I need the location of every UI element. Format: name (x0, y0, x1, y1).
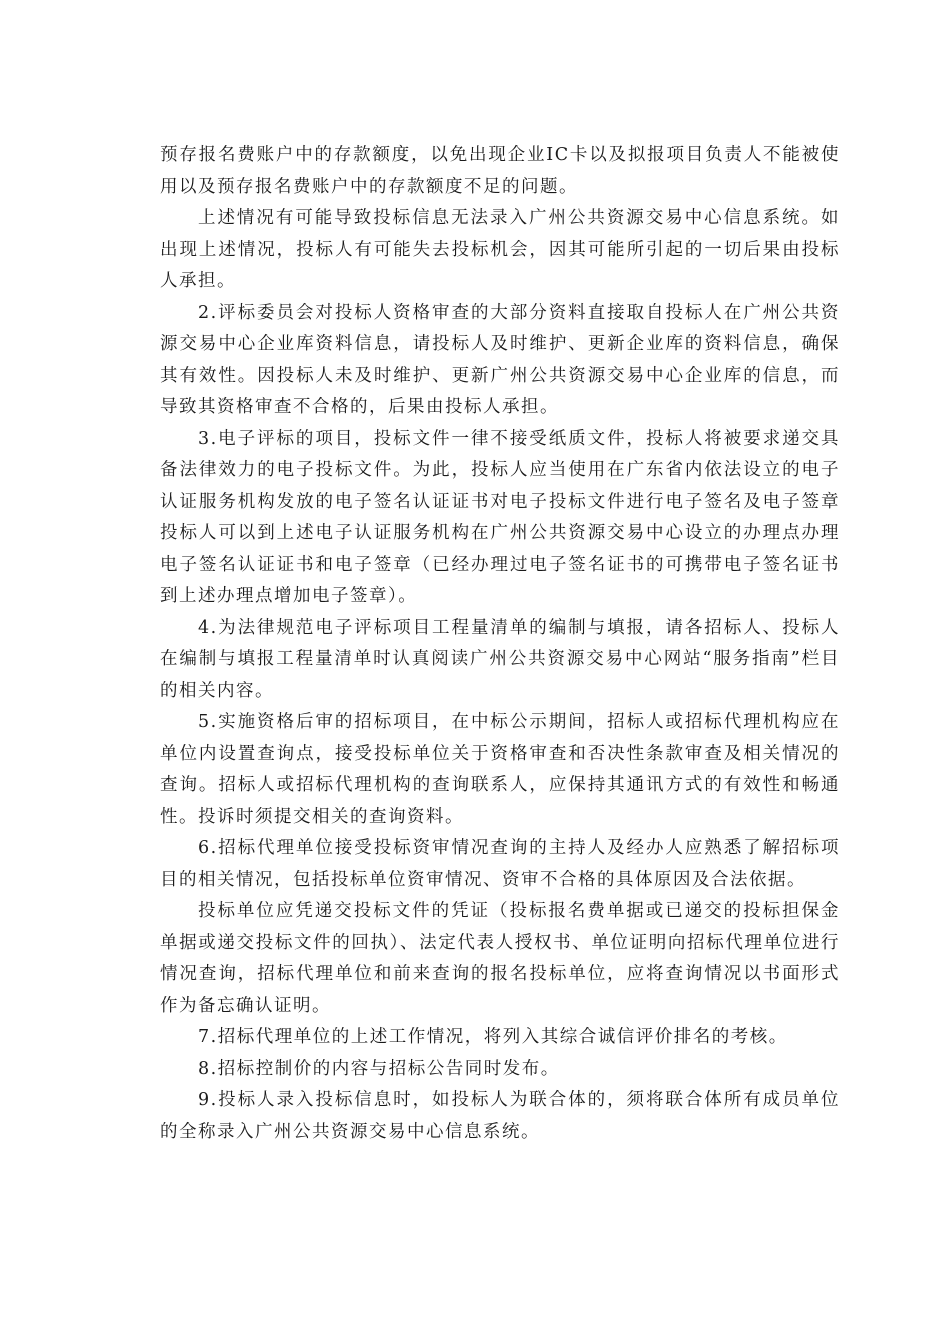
paragraph-4: 3.电子评标的项目，投标文件一律不接受纸质文件，投标人将被要求递交具备法律效力的电子投标文件。为此，投标人应当使用在广东省内依法设立的电子认证服务机构发放的电子签名认证证书对电子投标文件进行电子签名及电子签章投标人可以到上述电子认证服务机构在广州公共资源交易中心设立的办理点办理电子签名认证证书和电子签章（已经办理过电子签名证书的可携带电子签名证书到上述办理点增加电子签章）。 (160, 428, 840, 606)
paragraph-5: 4.为法律规范电子评标项目工程量清单的编制与填报，请各招标人、投标人在编制与填报工程量清单时认真阅读广州公共资源交易中心网站“服务指南”栏目的相关内容。 (160, 617, 840, 701)
paragraph-1: 预存报名费账户中的存款额度，以免出现企业IC卡以及拟报项目负责人不能被使用以及预存报名费账户中的存款额度不足的问题。 (160, 145, 840, 197)
paragraph-10: 8.招标控制价的内容与招标公告同时发布。 (198, 1058, 560, 1079)
paragraph-8: 投标单位应凭递交投标文件的凭证（投标报名费单据或已递交的投标担保金单据或递交投标文件的回执）、法定代表人授权书、单位证明向招标代理单位进行情况查询，招标代理单位和前来查询的报名投标单位，应将查询情况以书面形式作为备忘确认证明。 (160, 901, 840, 1016)
paragraph-3: 2.评标委员会对投标人资格审查的大部分资料直接取自投标人在广州公共资源交易中心企业库资料信息，请投标人及时维护、更新企业库的资料信息，确保其有效性。因投标人未及时维护、更新广州公共资源交易中心企业库的信息，而导致其资格审查不合格的，后果由投标人承担。 (160, 302, 840, 417)
paragraph-2: 上述情况有可能导致投标信息无法录入广州公共资源交易中心信息系统。如出现上述情况，投标人有可能失去投标机会，因其可能所引起的一切后果由投标人承担。 (160, 208, 840, 291)
paragraph-7: 6.招标代理单位接受投标资审情况查询的主持人及经办人应熟悉了解招标项目的相关情况，包括投标单位资审情况、资审不合格的具体原因及合法依据。 (160, 838, 840, 890)
paragraph-6: 5.实施资格后审的招标项目，在中标公示期间，招标人或招标代理机构应在单位内设置查询点，接受投标单位关于资格审查和否决性条款审查及相关情况的查询。招标人或招标代理机构的查询联系人，应保持其通讯方式的有效性和畅通性。投诉时须提交相关的查询资料。 (160, 712, 840, 827)
paragraph-9: 7.招标代理单位的上述工作情况，将列入其综合诚信评价排名的考核。 (198, 1027, 788, 1047)
paragraph-11: 9.投标人录入投标信息时，如投标人为联合体的，须将联合体所有成员单位的全称录入广州公共资源交易中心信息系统。 (160, 1090, 840, 1142)
document-page (160, 140, 840, 1148)
